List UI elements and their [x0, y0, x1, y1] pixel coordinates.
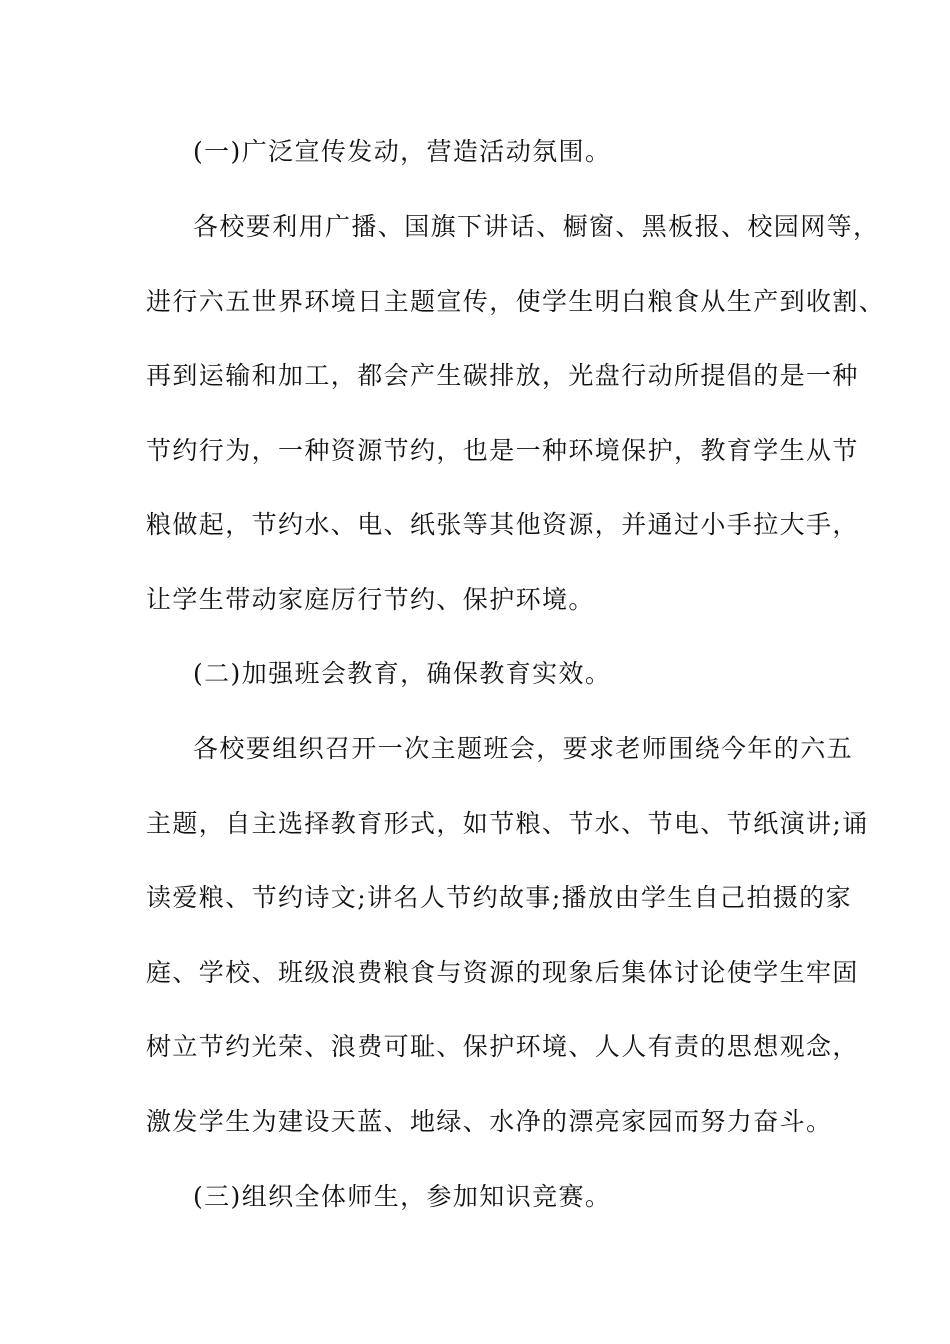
paragraph-1-line-3: 再到运输和加工，都会产生碳排放，光盘行动所提倡的是一种 — [146, 361, 859, 390]
paragraph-1-line-5: 粮做起，节约水、电、纸张等其他资源，并通过小手拉大手， — [146, 510, 859, 539]
paragraph-1-line-2: 进行六五世界环境日主题宣传，使学生明白粮食从生产到收割、 — [146, 287, 886, 316]
paragraph-2-line-4: 庭、学校、班级浪费粮食与资源的现象后集体讨论使学生牢固 — [146, 958, 859, 987]
paragraph-2-line-6: 激发学生为建设天蓝、地绿、水净的漂亮家园而努力奋斗。 — [146, 1107, 833, 1136]
paragraph-2-line-3: 读爱粮、节约诗文;讲名人节约故事;播放由学生自己拍摄的家 — [146, 883, 853, 912]
paragraph-2-line-5: 树立节约光荣、浪费可耻、保护环境、人人有责的思想观念， — [146, 1032, 859, 1061]
section-heading-1: (一)广泛宣传发动，营造活动氛围。 — [193, 137, 612, 166]
paragraph-1-line-6: 让学生带动家庭厉行节约、保护环境。 — [146, 585, 595, 614]
paragraph-1-line-1: 各校要利用广播、国旗下讲话、橱窗、黑板报、校园网等， — [193, 212, 880, 241]
paragraph-2-line-1: 各校要组织召开一次主题班会，要求老师围绕今年的六五 — [193, 734, 854, 763]
paragraph-2-line-2: 主题，自主选择教育形式，如节粮、节水、节电、节纸演讲;诵 — [146, 809, 869, 838]
section-heading-2: (二)加强班会教育，确保教育实效。 — [193, 659, 612, 688]
paragraph-1-line-4: 节约行为，一种资源节约，也是一种环境保护，教育学生从节 — [146, 436, 859, 465]
section-heading-3: (三)组织全体师生，参加知识竞赛。 — [193, 1182, 612, 1211]
